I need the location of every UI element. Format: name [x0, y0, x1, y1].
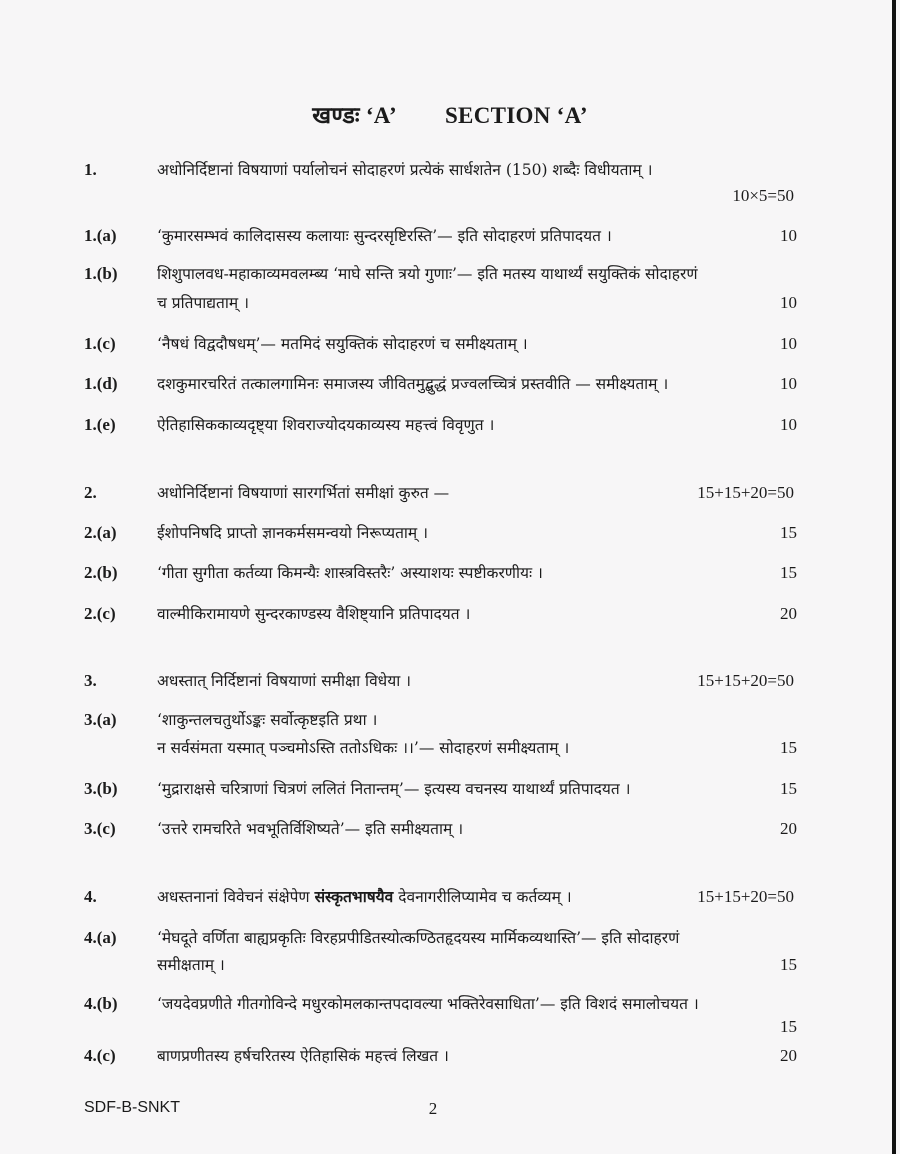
section-heading-hindi: खण्डः ‘A’ — [312, 103, 397, 128]
part-number: 4.(b) — [84, 994, 118, 1013]
part-number: 1.(b) — [84, 264, 118, 283]
question-marks: 15+15+20=50 — [697, 671, 794, 690]
part-marks: 10 — [780, 226, 797, 245]
part-text: बाणप्रणीतस्य हर्षचरितस्य ऐतिहासिकं महत्त्वं लिखत । — [157, 1047, 449, 1065]
part-number: 4.(a) — [84, 928, 117, 947]
part-text: ‘नैषधं विद्वदौषधम्’— मतमिदं सयुक्तिकं सोदाहरणं च समीक्ष्यताम् । — [157, 335, 528, 353]
question-marks: 15+15+20=50 — [697, 887, 794, 906]
part-marks: 10 — [780, 334, 797, 353]
question-text-pre: अधस्तनानां विवेचनं संक्षेपेण — [157, 888, 315, 906]
part-text: ‘गीता सुगीता कर्तव्या किमन्यैः शास्त्रविस्तरैः’ अस्याशयः स्पष्टीकरणीयः । — [157, 564, 543, 582]
question-text-post: देवनागरीलिप्यामेव च कर्तव्यम् । — [393, 888, 572, 906]
part-text: वाल्मीकिरामायणे सुन्दरकाण्डस्य वैशिष्ट्यानि प्रतिपादयत । — [157, 605, 471, 623]
question-number: 3. — [84, 671, 97, 690]
part-text: ‘मुद्राराक्षसे चरित्राणां चित्रणं ललितं नितान्तम्’— इत्यस्य वचनस्य याथार्थ्यं प्रतिपादयत । — [157, 780, 631, 798]
question-text: अधोनिर्दिष्टानां विषयाणां सारगर्भितां समीक्षां कुरुत — — [157, 484, 450, 502]
part-number: 1.(e) — [84, 415, 116, 434]
part-marks: 15 — [780, 738, 797, 757]
question-number: 4. — [84, 887, 97, 906]
part-number: 1.(a) — [84, 226, 117, 245]
part-number: 3.(b) — [84, 779, 118, 798]
question-number: 1. — [84, 160, 97, 179]
question-text-bold: संस्कृतभाषयैव — [314, 887, 394, 906]
part-number: 3.(a) — [84, 710, 117, 729]
part-marks: 15 — [780, 563, 797, 582]
part-marks: 15 — [780, 1017, 797, 1036]
part-text: ईशोपनिषदि प्राप्तो ज्ञानकर्मसमन्वयो निरूप्यताम् । — [157, 524, 428, 542]
part-marks: 10 — [780, 374, 797, 393]
part-text: ‘मेघदूते वर्णिता बाह्यप्रकृतिः विरहप्रपीडितस्योत्कण्ठितहृदयस्य मार्मिकव्यथास्ति’— इति सोदाहरणं — [157, 929, 680, 947]
page-number: 2 — [428, 1099, 438, 1118]
question-text: अधोनिर्दिष्टानां विषयाणां पर्यालोचनं सोदाहरणं प्रत्येकं सार्धशतेन (150) शब्दैः विधीयताम् । — [157, 161, 653, 179]
part-marks: 15 — [780, 779, 797, 798]
part-number: 2.(b) — [84, 563, 118, 582]
question-text: अधस्तात् निर्दिष्टानां विषयाणां समीक्षा विधेया । — [157, 672, 412, 690]
part-number: 4.(c) — [84, 1046, 116, 1065]
part-marks: 15 — [780, 523, 797, 542]
question-marks: 10×5=50 — [732, 186, 794, 205]
part-text: ‘कुमारसम्भवं कालिदासस्य कलायाः सुन्दरसृष्टिरस्ति’— इति सोदाहरणं प्रतिपादयत । — [157, 227, 612, 245]
part-number: 1.(c) — [84, 334, 116, 353]
part-number: 3.(c) — [84, 819, 116, 838]
question-number: 2. — [84, 483, 97, 502]
part-marks: 20 — [780, 1046, 797, 1065]
part-text-line-2: समीक्षताम् । — [157, 956, 225, 974]
part-marks: 10 — [780, 293, 797, 312]
part-text: शिशुपालवध-महाकाव्यमवलम्ब्य ‘माघे सन्ति त्रयो गुणाः’— इति मतस्य याथार्थ्यं सयुक्तिकं सोदाहरणं — [157, 265, 698, 283]
question-text — [157, 883, 677, 911]
part-marks: 10 — [780, 415, 797, 434]
part-text: ऐतिहासिककाव्यदृष्ट्या शिवराज्योदयकाव्यस्य महत्त्वं विवृणुत । — [157, 416, 495, 434]
part-text: ‘शाकुन्तलचतुर्थोऽङ्कः सर्वोत्कृष्टइति प्रथा । — [157, 711, 378, 729]
part-marks: 20 — [780, 604, 797, 623]
section-heading — [0, 98, 900, 130]
question-marks: 15+15+20=50 — [697, 483, 794, 502]
part-text-line-2: च प्रतिपाद्यताम् । — [157, 294, 249, 312]
part-marks: 20 — [780, 819, 797, 838]
part-marks: 15 — [780, 955, 797, 974]
part-text-line-2: न सर्वसंमता यस्मात् पञ्चमोऽस्ति ततोऽधिकः ।।’— सोदाहरणं समीक्ष्यताम् । — [157, 739, 570, 757]
section-heading-english: SECTION ‘A’ — [444, 103, 588, 128]
part-text: ‘उत्तरे रामचरिते भवभूतिर्विशिष्यते’— इति समीक्ष्यताम् । — [157, 820, 464, 838]
part-number: 2.(c) — [84, 604, 116, 623]
part-text: दशकुमारचरितं तत्कालगामिनः समाजस्य जीवितमुद्बुद्धं प्रज्वलच्चित्रं प्रस्तवीति — समीक्ष्यताम् । — [157, 375, 669, 393]
part-number: 1.(d) — [84, 374, 118, 393]
part-number: 2.(a) — [84, 523, 117, 542]
paper-code: SDF-B-SNKT — [84, 1099, 180, 1116]
page-edge — [892, 0, 896, 1154]
part-text: ‘जयदेवप्रणीते गीतगोविन्दे मधुरकोमलकान्तपदावल्या भक्तिरेवसाधिता’— इति विशदं समालोचयत । — [157, 995, 699, 1013]
